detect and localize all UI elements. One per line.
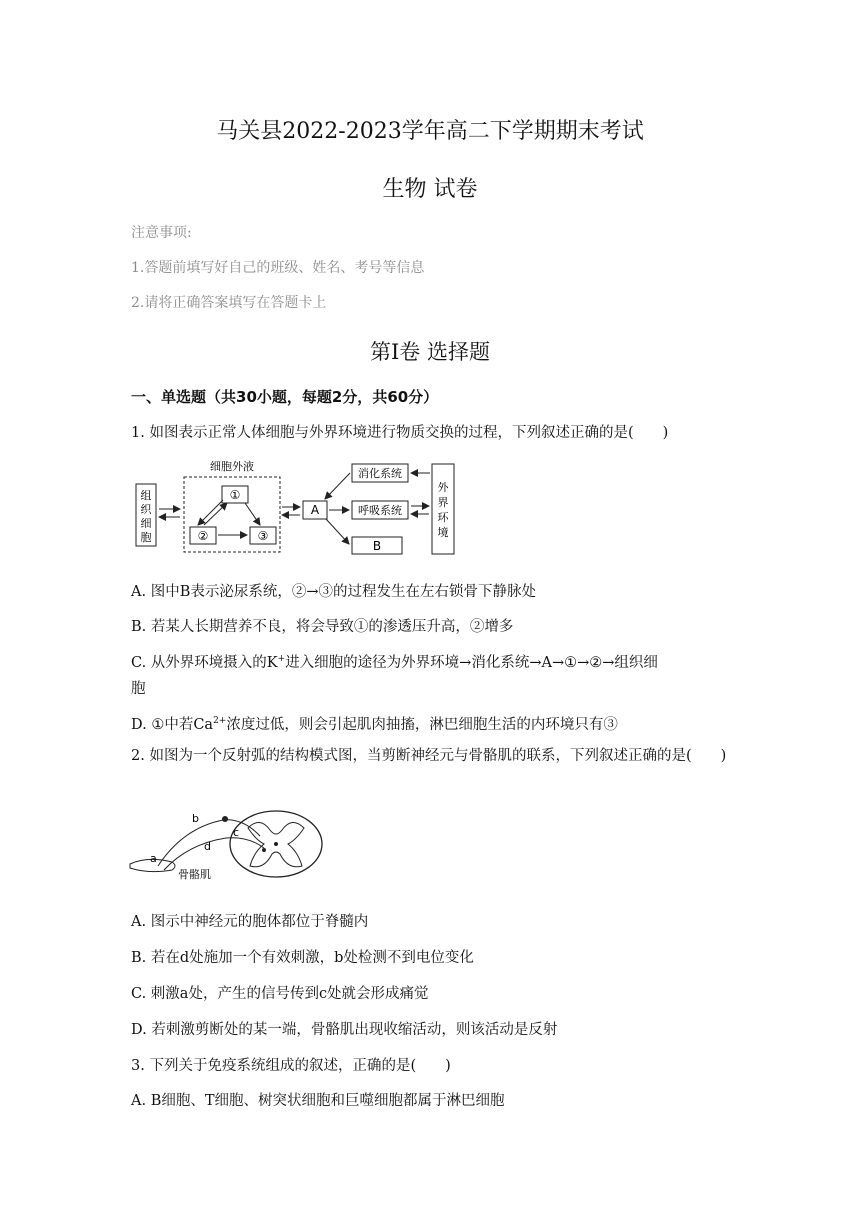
outside-env-char-1: 外: [437, 481, 449, 494]
exam-title: 马关县2022-2023学年高二下学期期末考试: [216, 119, 644, 144]
ganglion-dot: [222, 816, 228, 822]
digestive-system-label: 消化系统: [358, 467, 402, 480]
tissue-cell-label-4: 胞: [140, 531, 152, 544]
section-title: 第Ⅰ卷 选择题: [370, 340, 490, 364]
node-3-label: ③: [257, 529, 269, 543]
q1-option-d-sup: 2+: [213, 716, 227, 727]
label-d: d: [204, 840, 211, 853]
q1-option-b: B. 若某人长期营养不良，将会导致①的渗透压升高，②增多: [131, 619, 514, 635]
label-a: a: [150, 852, 157, 865]
q1-option-d: [131, 713, 618, 734]
q3-stem: 3. 下列关于免疫系统组成的叙述，正确的是( ): [131, 1058, 451, 1074]
q3-option-a: A. B细胞、T细胞、树突状细胞和巨噬细胞都属于淋巴细胞: [131, 1093, 505, 1109]
q1-option-c-sup: +: [277, 654, 286, 665]
q1-option-a: A. 图中B表示泌尿系统，②→③的过程发生在左右锁骨下静脉处: [131, 584, 536, 600]
part-heading: 一、单选题（共30小题，每题2分，共60分）: [131, 388, 439, 406]
notes-heading: 注意事项:: [131, 225, 192, 241]
exam-subtitle: 生物 试卷: [382, 177, 478, 202]
q2-option-b: B. 若在d处施加一个有效刺激，b处检测不到电位变化: [131, 950, 474, 966]
tissue-cell-label-2: 织: [140, 503, 152, 516]
notes-item-2: 2.请将正确答案填写在答题卡上: [131, 295, 327, 311]
q1-figure-exchange-diagram: [130, 455, 460, 561]
ecf-label: 细胞外液: [210, 460, 254, 473]
q2-option-a: A. 图示中神经元的胞体都位于脊髓内: [131, 914, 369, 930]
central-canal: [274, 842, 278, 846]
efferent-nerve-d: [164, 838, 264, 870]
q1-stem: 1. 如图表示正常人体细胞与外界环境进行物质交换的过程，下列叙述正确的是( ): [131, 425, 669, 441]
label-c: c: [233, 826, 240, 839]
node-b-label: B: [372, 539, 382, 553]
outside-env-char-4: 境: [437, 526, 449, 539]
label-b: b: [192, 812, 199, 825]
q1-option-c-continued: 胞: [131, 681, 146, 697]
notes-item-1: 1.答题前填写好自己的班级、姓名、考号等信息: [131, 260, 425, 276]
outside-environment-box: [432, 464, 454, 554]
tissue-cell-label-3: 细: [140, 517, 152, 530]
tissue-cell-label-1: 组: [140, 489, 152, 502]
q1-option-d-pre: D. ①中若Ca: [131, 717, 214, 733]
q2-option-d: D. 若刺激剪断处的某一端，骨骼肌出现收缩活动，则该活动是反射: [131, 1022, 558, 1038]
q2-option-c: C. 刺激a处，产生的信号传到c处就会形成痛觉: [131, 986, 429, 1002]
respiratory-system-label: 呼吸系统: [358, 504, 402, 517]
node-1-label: ①: [229, 488, 241, 502]
outside-env-char-2: 界: [437, 496, 449, 509]
q2-stem: 2. 如图为一个反射弧的结构模式图，当剪断神经元与骨骼肌的联系，下列叙述正确的是( ): [131, 748, 727, 764]
q1-option-d-post: 浓度过低，则会引起肌肉抽搐，淋巴细胞生活的内环境只有③: [226, 717, 618, 733]
synapse-dot: [262, 848, 266, 852]
outside-env-char-3: 环: [437, 511, 449, 524]
node-2-label: ②: [197, 529, 209, 543]
q2-figure-reflex-arc: [128, 808, 328, 884]
node-a-label: A: [310, 503, 320, 517]
q1-option-c: [131, 651, 658, 672]
label-skeletal-muscle: 骨骼肌: [178, 868, 211, 881]
q1-option-c-pre: C. 从外界环境摄入的K: [131, 655, 278, 671]
q1-option-c-post: 进入细胞的途径为外界环境→消化系统→A→①→②→组织细: [285, 655, 658, 671]
